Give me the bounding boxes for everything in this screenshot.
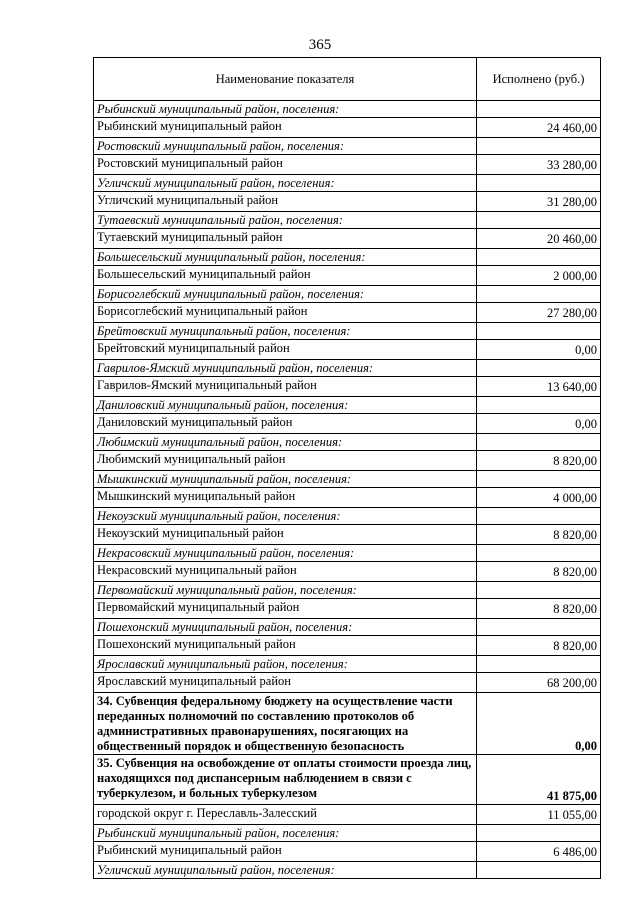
value-cell	[477, 286, 601, 303]
group-row	[94, 582, 601, 599]
name-cell: Некоузский муниципальный район, поселения:	[94, 508, 477, 525]
table-row	[94, 805, 601, 825]
value-cell: 0,00	[477, 414, 601, 434]
name-cell: Даниловский муниципальный район, поселения:	[94, 397, 477, 414]
group-row	[94, 101, 601, 118]
group-row	[94, 175, 601, 192]
name-cell: Угличский муниципальный район	[94, 192, 477, 212]
name-cell: Большесельский муниципальный район, поселения:	[94, 249, 477, 266]
group-row	[94, 471, 601, 488]
name-cell: Угличский муниципальный район, поселения:	[94, 862, 477, 879]
name-cell: 34. Субвенция федеральному бюджету на осуществление части переданных полномочий по составлению протоколов об административных правонарушениях, посягающих на общественный порядок и общественную безопасность	[94, 693, 477, 755]
value-cell	[477, 582, 601, 599]
group-row	[94, 619, 601, 636]
name-cell: Тутаевский муниципальный район, поселения:	[94, 212, 477, 229]
table-row	[94, 599, 601, 619]
value-cell	[477, 175, 601, 192]
value-cell	[477, 656, 601, 673]
value-cell	[477, 545, 601, 562]
group-row	[94, 545, 601, 562]
name-cell: Ростовский муниципальный район, поселения:	[94, 138, 477, 155]
value-cell: 0,00	[477, 340, 601, 360]
value-cell: 27 280,00	[477, 303, 601, 323]
table-row	[94, 636, 601, 656]
value-cell: 8 820,00	[477, 451, 601, 471]
group-row	[94, 656, 601, 673]
table-row	[94, 488, 601, 508]
name-cell: Тутаевский муниципальный район	[94, 229, 477, 249]
table-row	[94, 451, 601, 471]
name-cell: Первомайский муниципальный район, поселения:	[94, 582, 477, 599]
page-number: 365	[308, 37, 332, 53]
group-row	[94, 825, 601, 842]
name-cell: Рыбинский муниципальный район	[94, 842, 477, 862]
name-cell: Пошехонский муниципальный район	[94, 636, 477, 656]
value-cell	[477, 101, 601, 118]
value-cell: 8 820,00	[477, 525, 601, 545]
name-cell: Мышкинский муниципальный район, поселения:	[94, 471, 477, 488]
name-cell: Рыбинский муниципальный район, поселения:	[94, 101, 477, 118]
name-cell: Ярославский муниципальный район	[94, 673, 477, 693]
report-table-body	[94, 58, 601, 879]
table-row	[94, 155, 601, 175]
value-cell	[477, 862, 601, 879]
name-cell: Брейтовский муниципальный район, поселения:	[94, 323, 477, 340]
name-cell: Рыбинский муниципальный район	[94, 118, 477, 138]
name-cell: Даниловский муниципальный район	[94, 414, 477, 434]
name-cell: Любимский муниципальный район, поселения:	[94, 434, 477, 451]
value-cell: 31 280,00	[477, 192, 601, 212]
value-cell: 24 460,00	[477, 118, 601, 138]
table-row	[94, 340, 601, 360]
value-cell: 8 820,00	[477, 562, 601, 582]
header-name-cell: Наименование показателя	[94, 58, 477, 101]
value-cell: 41 875,00	[477, 755, 601, 805]
name-cell: Некрасовский муниципальный район, поселения:	[94, 545, 477, 562]
name-cell: Брейтовский муниципальный район	[94, 340, 477, 360]
table-row	[94, 842, 601, 862]
value-cell: 8 820,00	[477, 636, 601, 656]
group-row	[94, 138, 601, 155]
value-cell	[477, 508, 601, 525]
report-table	[93, 57, 601, 879]
value-cell	[477, 434, 601, 451]
table-row	[94, 192, 601, 212]
name-cell: Первомайский муниципальный район	[94, 599, 477, 619]
table-row	[94, 229, 601, 249]
name-cell: Рыбинский муниципальный район, поселения:	[94, 825, 477, 842]
name-cell: Угличский муниципальный район, поселения:	[94, 175, 477, 192]
value-cell: 68 200,00	[477, 673, 601, 693]
name-cell: Некоузский муниципальный район	[94, 525, 477, 545]
table-row	[94, 266, 601, 286]
group-row	[94, 508, 601, 525]
value-cell: 2 000,00	[477, 266, 601, 286]
value-cell: 11 055,00	[477, 805, 601, 825]
group-row	[94, 397, 601, 414]
name-cell: Борисоглебский муниципальный район, поселения:	[94, 286, 477, 303]
group-row	[94, 360, 601, 377]
table-row	[94, 673, 601, 693]
table-row	[94, 562, 601, 582]
value-cell: 0,00	[477, 693, 601, 755]
group-row	[94, 323, 601, 340]
value-cell: 20 460,00	[477, 229, 601, 249]
value-cell: 6 486,00	[477, 842, 601, 862]
value-cell	[477, 212, 601, 229]
value-cell	[477, 397, 601, 414]
name-cell: Мышкинский муниципальный район	[94, 488, 477, 508]
value-cell	[477, 360, 601, 377]
table-row	[94, 377, 601, 397]
table-row	[94, 414, 601, 434]
table-row	[94, 525, 601, 545]
name-cell: Гаврилов-Ямский муниципальный район, поселения:	[94, 360, 477, 377]
group-row	[94, 286, 601, 303]
name-cell: Пошехонский муниципальный район, поселения:	[94, 619, 477, 636]
name-cell: Некрасовский муниципальный район	[94, 562, 477, 582]
name-cell: Гаврилов-Ямский муниципальный район	[94, 377, 477, 397]
group-row	[94, 212, 601, 229]
total-row	[94, 693, 601, 755]
value-cell	[477, 249, 601, 266]
name-cell: городской округ г. Переславль-Залесский	[94, 805, 477, 825]
value-cell	[477, 619, 601, 636]
name-cell: Ростовский муниципальный район	[94, 155, 477, 175]
value-cell	[477, 825, 601, 842]
value-cell	[477, 138, 601, 155]
table-row	[94, 303, 601, 323]
value-cell: 33 280,00	[477, 155, 601, 175]
value-cell: 4 000,00	[477, 488, 601, 508]
value-cell: 13 640,00	[477, 377, 601, 397]
name-cell: Борисоглебский муниципальный район	[94, 303, 477, 323]
table-header-row	[94, 58, 601, 101]
name-cell: Любимский муниципальный район	[94, 451, 477, 471]
name-cell: 35. Субвенция на освобождение от оплаты стоимости проезда лиц, находящихся под диспансерным наблюдением в связи с туберкулезом, и больных туберкулезом	[94, 755, 477, 805]
name-cell: Большесельский муниципальный район	[94, 266, 477, 286]
table-row	[94, 118, 601, 138]
value-cell	[477, 471, 601, 488]
name-cell: Ярославский муниципальный район, поселения:	[94, 656, 477, 673]
total-row	[94, 755, 601, 805]
group-row	[94, 434, 601, 451]
group-row	[94, 249, 601, 266]
group-row	[94, 862, 601, 879]
value-cell: 8 820,00	[477, 599, 601, 619]
header-value-cell: Исполнено (руб.)	[477, 58, 601, 101]
value-cell	[477, 323, 601, 340]
